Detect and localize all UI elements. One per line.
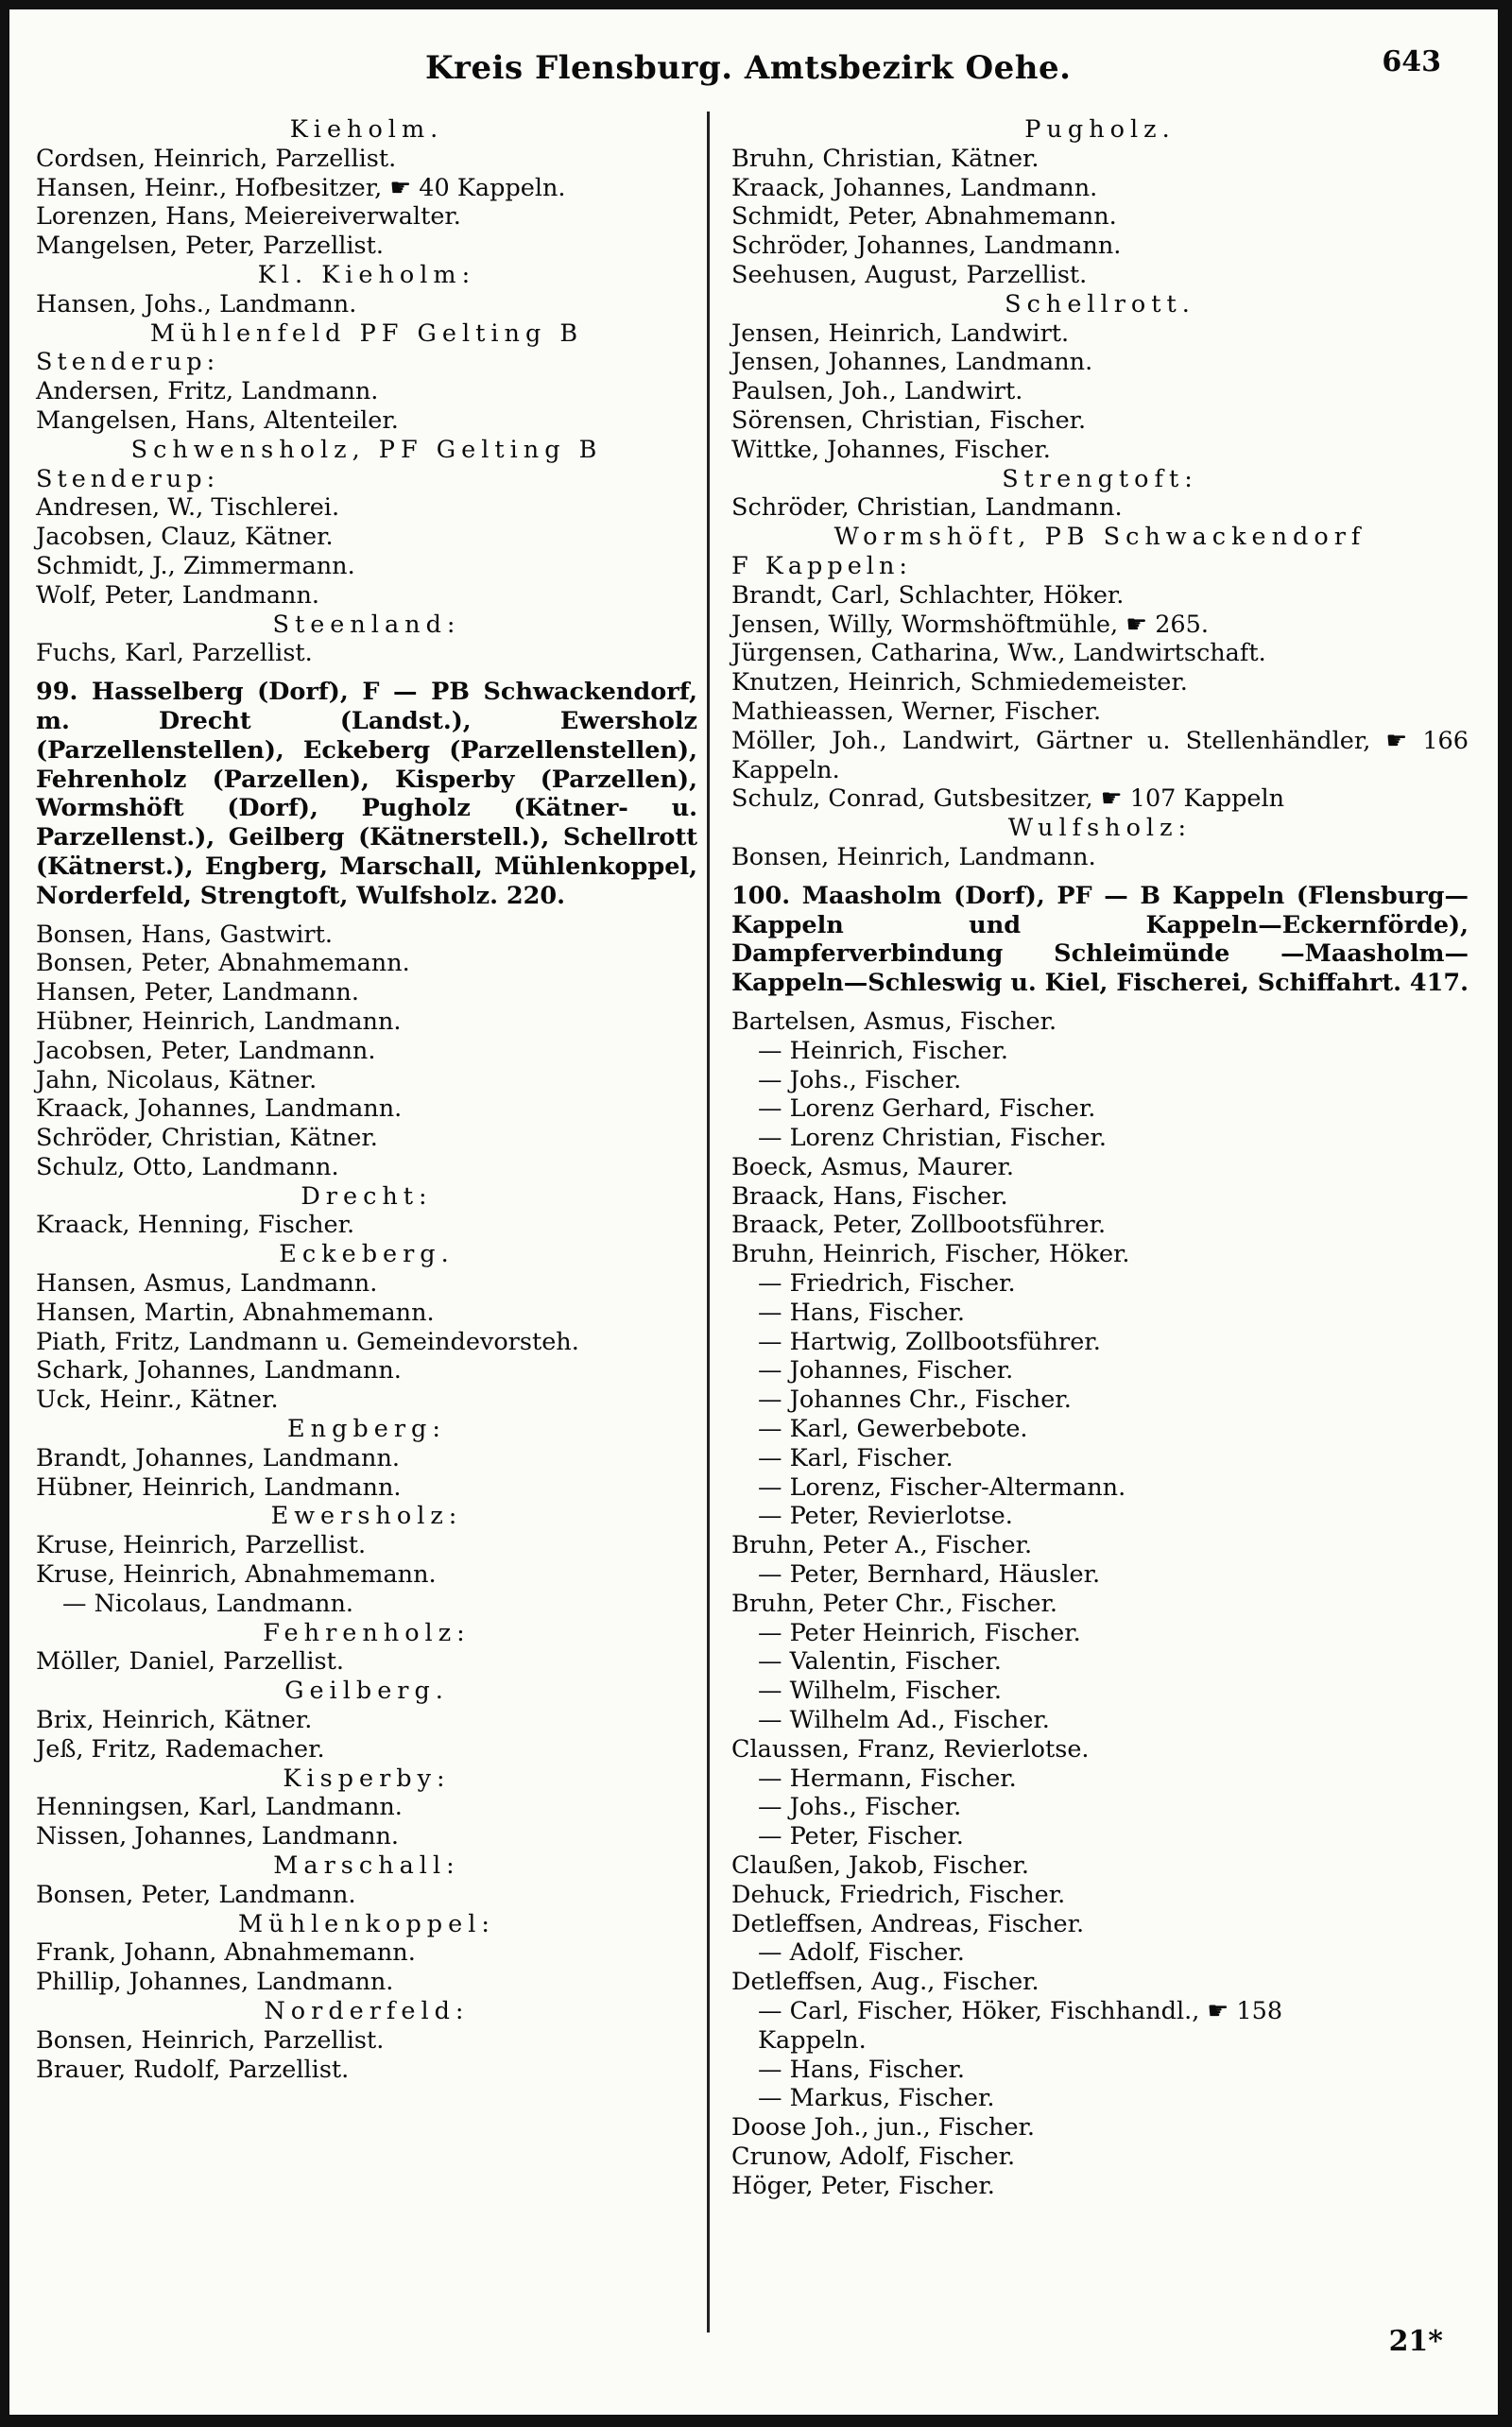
entry: Jacobsen, Peter, Landmann.	[36, 1036, 376, 1065]
entry: Piath, Fritz, Landmann u. Gemeindevorsteh.	[36, 1327, 579, 1356]
entry: Hansen, Asmus, Landmann.	[36, 1269, 378, 1299]
entry: — Johannes, Fischer.	[758, 1356, 1014, 1386]
entry: Schmidt, Peter, Abnahmemann.	[731, 202, 1117, 232]
entry: — Lorenz, Fischer-Altermann.	[758, 1472, 1126, 1502]
entry: Nissen, Johannes, Landmann.	[36, 1822, 400, 1851]
entry: — Wilhelm Ad., Fischer.	[758, 1706, 1050, 1735]
entry: Bonsen, Peter, Landmann.	[36, 1880, 356, 1909]
entry: — Johs., Fischer.	[758, 1793, 962, 1822]
entry: Jensen, Willy, Wormshöftmühle, ☛ 265.	[731, 610, 1209, 639]
entry: Höger, Peter, Fischer.	[731, 2171, 995, 2200]
entry: — Wilhelm, Fischer.	[758, 1677, 1002, 1706]
directory-page	[9, 9, 1498, 2415]
entry: Wolf, Peter, Landmann.	[36, 580, 319, 610]
entry: Hansen, Heinr., Hofbesitzer, ☛ 40 Kappeln.	[36, 173, 566, 202]
entry: Sörensen, Christian, Fischer.	[731, 405, 1087, 435]
entry: Hübner, Heinrich, Landmann.	[36, 1472, 402, 1502]
entry: Jensen, Heinrich, Landwirt.	[731, 318, 1070, 348]
entry: Doose Joh., jun., Fischer.	[731, 2113, 1036, 2143]
entry: Möller, Daniel, Parzellist.	[36, 1647, 344, 1677]
entry: Jensen, Johannes, Landmann.	[731, 348, 1093, 377]
entry: Brix, Heinrich, Kätner.	[36, 1706, 313, 1735]
signature-mark: 21*	[1388, 2325, 1443, 2358]
page-header	[9, 40, 1498, 96]
entry: — Hans, Fischer.	[758, 1298, 965, 1327]
entry: Paulsen, Joh., Landwirt.	[731, 377, 1023, 406]
entry: Andresen, W., Tischlerei.	[36, 493, 340, 523]
entry: Knutzen, Heinrich, Schmiedemeister.	[731, 668, 1188, 697]
entry: Brauer, Rudolf, Parzellist.	[36, 2055, 350, 2084]
entry: — Peter Heinrich, Fischer.	[758, 1618, 1081, 1647]
entry: Hansen, Johs., Landmann.	[36, 289, 357, 318]
entry: Hansen, Martin, Abnahmemann.	[36, 1298, 435, 1327]
column-divider	[707, 112, 710, 2332]
entry: — Valentin, Fischer.	[758, 1647, 1002, 1677]
entry: Lorenzen, Hans, Meiereiverwalter.	[36, 202, 461, 232]
entry: Andersen, Fritz, Landmann.	[36, 377, 379, 406]
entry: Braack, Hans, Fischer.	[731, 1181, 1008, 1211]
entry: Schulz, Otto, Landmann.	[36, 1152, 339, 1181]
entry: — Markus, Fischer.	[758, 2084, 995, 2113]
village-entry-99: 99. Hasselberg (Dorf), F — PB Schwackendorf, m. Drecht (Landst.), Ewersholz (Parzellenstellen), Eckeberg (Parzellenstellen), Fehrenholz (Parzellen), Kisperby (Parzellen), Wormshöft (Dorf), Pugholz (Kätner- u. Parzellenst.), Geilberg (Kätnerstell.), Schellrott (Kätnerst.), Engberg, Marschall, Mühlenkoppel, Norderfeld, Strengtoft, Wulfsholz. 220.	[36, 678, 697, 910]
page-title: Kreis Flensburg. Amtsbezirk Oehe.	[425, 49, 1072, 87]
left-column	[36, 115, 697, 2084]
entry: Henningsen, Karl, Landmann.	[36, 1793, 403, 1822]
entry: — Peter, Fischer.	[758, 1822, 964, 1851]
entry: — Carl, Fischer, Höker, Fischhandl., ☛ 158	[758, 1997, 1283, 2025]
section-heading: Norderfeld:	[264, 1997, 470, 2025]
village-entry-100: 100. Maasholm (Dorf), PF — B Kappeln (Flensburg—Kappeln und Kappeln—Eckernförde), Dampferverbindung Schleimünde —Maasholm—Kappeln—Schleswig u. Kiel, Fischerei, Schiffahrt. 417.	[731, 881, 1469, 998]
entry: Mangelsen, Hans, Altenteiler.	[36, 405, 399, 435]
entry: Jeß, Fritz, Rademacher.	[36, 1734, 325, 1764]
entry: — Karl, Fischer.	[758, 1443, 954, 1472]
entry: — Johannes Chr., Fischer.	[758, 1386, 1072, 1415]
entry: Crunow, Adolf, Fischer.	[731, 2142, 1016, 2171]
section-heading: Steenland:	[272, 610, 461, 639]
entry: Schröder, Johannes, Landmann.	[731, 232, 1122, 261]
entry: Boeck, Asmus, Maurer.	[731, 1152, 1015, 1181]
entry: Frank, Johann, Abnahmemann.	[36, 1938, 416, 1968]
page-number: 643	[1382, 45, 1441, 78]
entry: Jacobsen, Clauz, Kätner.	[36, 523, 334, 552]
section-heading: Mühlenfeld PF Gelting B	[149, 318, 584, 348]
entry-cont: Kappeln.	[758, 2025, 867, 2055]
entry: Hansen, Peter, Landmann.	[36, 978, 359, 1007]
section-heading: Pugholz.	[1024, 115, 1176, 144]
entry: Kruse, Heinrich, Parzellist.	[36, 1531, 367, 1560]
entry: Bruhn, Christian, Kätner.	[731, 144, 1040, 173]
entry: — Lorenz Christian, Fischer.	[758, 1124, 1107, 1153]
section-heading: Schwensholz, PF Gelting B	[130, 435, 603, 464]
entry: Schark, Johannes, Landmann.	[36, 1356, 402, 1386]
entry: Dehuck, Friedrich, Fischer.	[731, 1880, 1066, 1909]
section-heading: Schellrott.	[1005, 289, 1195, 318]
section-heading: Eckeberg.	[279, 1240, 455, 1269]
entry: Bonsen, Hans, Gastwirt.	[36, 920, 333, 949]
entry: Hübner, Heinrich, Landmann.	[36, 1007, 402, 1036]
section-heading: Kieholm.	[289, 115, 444, 144]
entry: Möller, Joh., Landwirt, Gärtner u. Stellenhändler, ☛ 166 Kappeln.	[731, 726, 1469, 784]
entry: Bruhn, Peter A., Fischer.	[731, 1531, 1033, 1560]
entry: — Nicolaus, Landmann.	[62, 1589, 354, 1618]
section-heading-cont: Stenderup:	[36, 464, 220, 493]
entry: Kraack, Henning, Fischer.	[36, 1211, 355, 1240]
entry: Schröder, Christian, Kätner.	[36, 1124, 378, 1153]
entry: — Karl, Gewerbebote.	[758, 1415, 1028, 1444]
entry: — Peter, Bernhard, Häusler.	[758, 1560, 1101, 1590]
entry: Bonsen, Heinrich, Parzellist.	[36, 2025, 385, 2055]
entry: — Adolf, Fischer.	[758, 1938, 965, 1968]
entry: Kruse, Heinrich, Abnahmemann.	[36, 1560, 437, 1590]
entry: Bartelsen, Asmus, Fischer.	[731, 1007, 1057, 1036]
entry: Bonsen, Heinrich, Landmann.	[731, 842, 1096, 871]
entry: Bruhn, Peter Chr., Fischer.	[731, 1589, 1058, 1618]
entry: Detleffsen, Andreas, Fischer.	[731, 1909, 1085, 1938]
entry: Braack, Peter, Zollbootsführer.	[731, 1211, 1107, 1240]
section-heading: Mühlenkoppel:	[238, 1909, 495, 1938]
entry: Kraack, Johannes, Landmann.	[731, 173, 1098, 202]
entry: Bonsen, Peter, Abnahmemann.	[36, 949, 410, 978]
entry: — Hartwig, Zollbootsführer.	[758, 1327, 1101, 1356]
entry: Claussen, Franz, Revierlotse.	[731, 1734, 1090, 1764]
section-heading: Fehrenholz:	[263, 1618, 471, 1647]
entry: Schulz, Conrad, Gutsbesitzer, ☛ 107 Kappeln	[731, 784, 1285, 814]
entry: — Hermann, Fischer.	[758, 1764, 1017, 1793]
entry: Uck, Heinr., Kätner.	[36, 1386, 279, 1415]
entry: Fuchs, Karl, Parzellist.	[36, 639, 313, 668]
entry: — Hans, Fischer.	[758, 2055, 965, 2084]
entry: Schmidt, J., Zimmermann.	[36, 551, 355, 580]
section-heading-cont: F Kappeln:	[731, 551, 912, 580]
entry: — Friedrich, Fischer.	[758, 1269, 1016, 1299]
right-column	[731, 115, 1469, 2201]
section-heading: Engberg:	[287, 1415, 446, 1444]
section-heading: Kisperby:	[283, 1764, 451, 1793]
entry: Kraack, Johannes, Landmann.	[36, 1094, 403, 1124]
entry: Cordsen, Heinrich, Parzellist.	[36, 144, 397, 173]
entry: Bruhn, Heinrich, Fischer, Höker.	[731, 1240, 1130, 1269]
section-heading: Wormshöft, PB Schwackendorf	[833, 523, 1366, 552]
entry: — Heinrich, Fischer.	[758, 1036, 1008, 1065]
entry: — Johs., Fischer.	[758, 1065, 962, 1094]
entry: Jahn, Nicolaus, Kätner.	[36, 1065, 318, 1094]
section-heading: Wulfsholz:	[1007, 814, 1193, 843]
section-heading-cont: Stenderup:	[36, 348, 220, 377]
section-heading: Marschall:	[273, 1851, 460, 1881]
entry: Mangelsen, Peter, Parzellist.	[36, 232, 384, 261]
entry: Schröder, Christian, Landmann.	[731, 493, 1123, 523]
entry: Jürgensen, Catharina, Ww., Landwirtschaft.	[731, 639, 1266, 668]
entry: Brandt, Johannes, Landmann.	[36, 1443, 400, 1472]
entry: Seehusen, August, Parzellist.	[731, 260, 1088, 289]
entry: — Peter, Revierlotse.	[758, 1502, 1013, 1531]
section-heading: Drecht:	[301, 1181, 433, 1211]
section-heading: Ewersholz:	[270, 1502, 463, 1531]
entry: — Lorenz Gerhard, Fischer.	[758, 1094, 1096, 1124]
section-heading: Geilberg.	[284, 1677, 449, 1706]
entry: Detleffsen, Aug., Fischer.	[731, 1968, 1040, 1997]
section-heading: Strengtoft:	[1002, 464, 1198, 493]
entry: Wittke, Johannes, Fischer.	[731, 435, 1051, 464]
entry: Phillip, Johannes, Landmann.	[36, 1968, 394, 1997]
entry: Brandt, Carl, Schlachter, Höker.	[731, 580, 1125, 610]
section-heading: Kl. Kieholm:	[257, 260, 476, 289]
entry: Mathieassen, Werner, Fischer.	[731, 697, 1102, 726]
entry: Claußen, Jakob, Fischer.	[731, 1851, 1030, 1881]
